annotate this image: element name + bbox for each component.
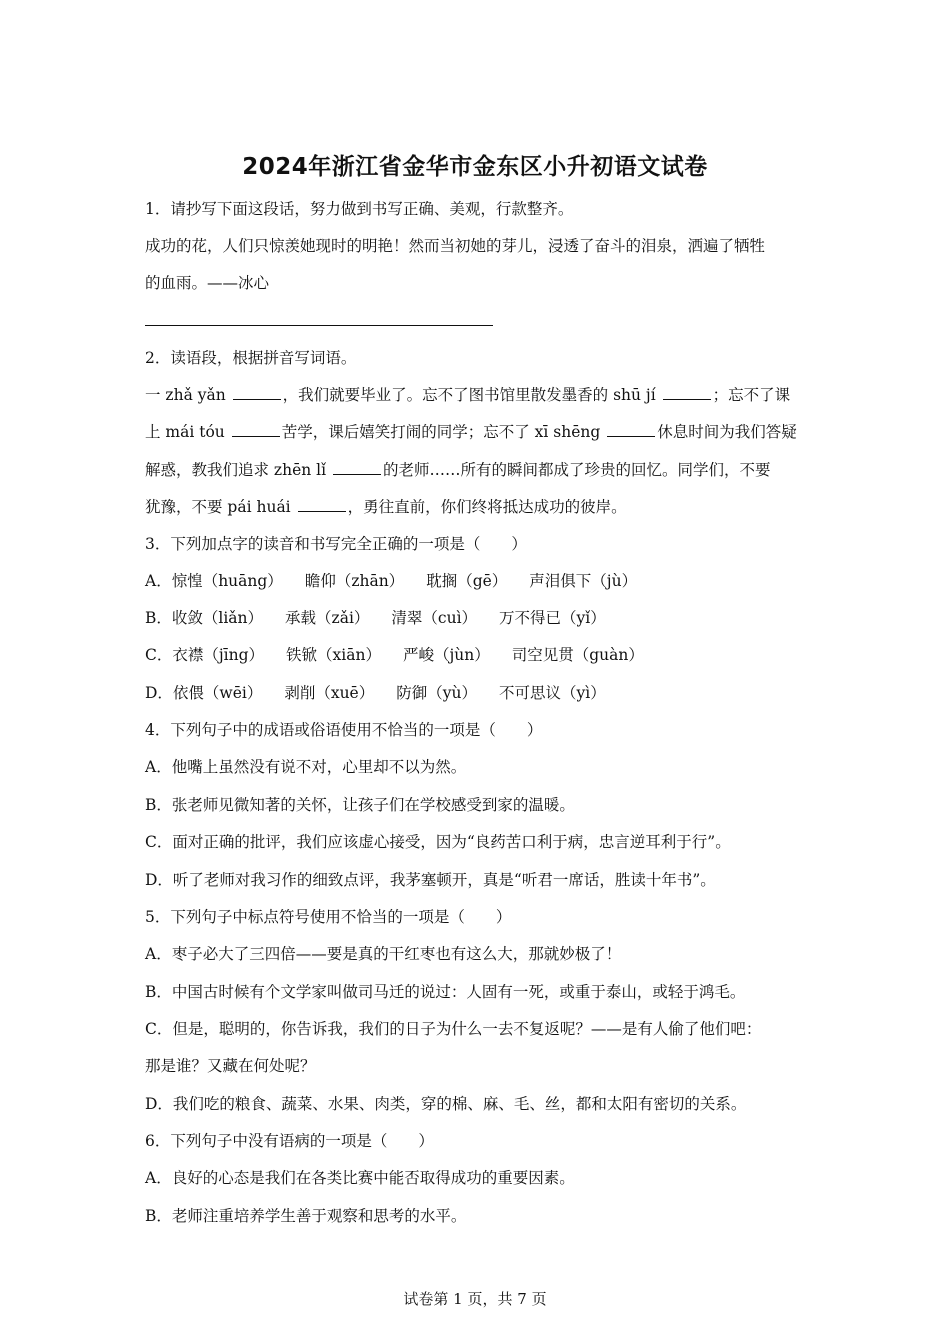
option-item: 严峻（jùn） bbox=[402, 646, 490, 664]
page-footer: 试卷第 1 页，共 7 页 bbox=[403, 1290, 547, 1308]
question-1-passage-line: 成功的花，人们只惊羡她现时的明艳！然而当初她的芽儿，浸透了奋斗的泪泉，洒遍了牺牲 bbox=[145, 237, 766, 255]
option-item: 铁锨（xiān） bbox=[286, 646, 381, 664]
question-5-option-a[interactable]: A．枣子必大了三四倍——要是真的干红枣也有这么大，那就妙极了！ bbox=[145, 945, 622, 963]
option-item: 瞻仰（zhān） bbox=[304, 572, 405, 590]
question-3-prompt: 3．下列加点字的读音和书写完全正确的一项是（ ） bbox=[145, 535, 527, 553]
option-item: 承载（zǎi） bbox=[285, 609, 370, 627]
question-5-option-b[interactable]: B．中国古时候有个文学家叫做司马迁的说过：人固有一死，或重于泰山，或轻于鸿毛。 bbox=[145, 983, 746, 1001]
text-segment: 的老师……所有的瞬间都成了珍贵的回忆。同学们，不要 bbox=[383, 461, 771, 479]
option-item: 防御（yù） bbox=[396, 684, 477, 702]
question-2-line bbox=[145, 422, 825, 442]
text-segment: 一 zhǎ yǎn bbox=[145, 386, 231, 404]
option-item: A．惊惶（huāng） bbox=[145, 572, 283, 590]
text-segment: 上 mái tóu bbox=[145, 423, 230, 441]
question-5-option-c-continued[interactable]: 那是谁？又藏在何处呢？ bbox=[145, 1057, 316, 1075]
question-4-option-c[interactable]: C．面对正确的批评，我们应该虚心接受，因为“良药苦口利于病，忠言逆耳利于行”。 bbox=[145, 833, 731, 851]
option-item: 耽搁（gē） bbox=[426, 572, 508, 590]
option-item: B．收敛（liǎn） bbox=[145, 609, 264, 627]
question-4-option-a[interactable]: A．他嘴上虽然没有说不对，心里却不以为然。 bbox=[145, 758, 467, 776]
option-item: 剥削（xuē） bbox=[284, 684, 375, 702]
answer-blank[interactable] bbox=[663, 385, 711, 400]
question-6-prompt: 6．下列句子中没有语病的一项是（ ） bbox=[145, 1132, 434, 1150]
question-6-option-a[interactable]: A．良好的心态是我们在各类比赛中能否取得成功的重要因素。 bbox=[145, 1169, 575, 1187]
option-item: 不可思议（yì） bbox=[498, 684, 606, 702]
page-title: 2024年浙江省金华市金东区小升初语文试卷 bbox=[242, 154, 708, 180]
option-item: D．依偎（wēi） bbox=[145, 684, 263, 702]
question-4-option-d[interactable]: D．听了老师对我习作的细致点评，我茅塞顿开，真是“听君一席话，胜读十年书”。 bbox=[145, 871, 716, 889]
question-5-option-d[interactable]: D．我们吃的粮食、蔬菜、水果、肉类，穿的棉、麻、毛、丝，都和太阳有密切的关系。 bbox=[145, 1095, 747, 1113]
question-3-option-a[interactable] bbox=[145, 571, 825, 591]
answer-blank[interactable] bbox=[607, 422, 655, 437]
question-2-line bbox=[145, 460, 825, 480]
question-1-prompt: 1．请抄写下面这段话，努力做到书写正确、美观，行款整齐。 bbox=[145, 200, 574, 218]
question-3-option-d[interactable] bbox=[145, 683, 825, 703]
question-2-line bbox=[145, 497, 825, 517]
question-2-line bbox=[145, 385, 825, 405]
question-5-prompt: 5．下列句子中标点符号使用不恰当的一项是（ ） bbox=[145, 908, 512, 926]
option-item: 万不得已（yǐ） bbox=[499, 609, 606, 627]
question-3-option-c[interactable] bbox=[145, 645, 825, 665]
answer-blank[interactable] bbox=[333, 460, 381, 475]
text-segment: 解惑，教我们追求 zhēn lǐ bbox=[145, 461, 332, 479]
text-segment: 休息时间为我们答疑 bbox=[657, 423, 797, 441]
text-segment: ，勇往直前，你们终将抵达成功的彼岸。 bbox=[347, 498, 627, 516]
option-item: 司空见贯（guàn） bbox=[511, 646, 644, 664]
text-segment: 苦学，课后嬉笑打闹的同学；忘不了 xī shēng bbox=[281, 423, 606, 441]
answer-blank[interactable] bbox=[298, 497, 346, 512]
option-item: 清翠（cuì） bbox=[391, 609, 478, 627]
copy-answer-line[interactable] bbox=[145, 325, 493, 326]
question-3-option-b[interactable] bbox=[145, 608, 825, 628]
question-5-option-c[interactable]: C．但是，聪明的，你告诉我，我们的日子为什么一去不复返呢？——是有人偷了他们吧： bbox=[145, 1020, 762, 1038]
answer-blank[interactable] bbox=[232, 422, 280, 437]
question-4-prompt: 4．下列句子中的成语或俗语使用不恰当的一项是（ ） bbox=[145, 721, 543, 739]
option-item: C．衣襟（jīng） bbox=[145, 646, 265, 664]
option-item: 声泪俱下（jù） bbox=[529, 572, 638, 590]
question-6-option-b[interactable]: B．老师注重培养学生善于观察和思考的水平。 bbox=[145, 1207, 467, 1225]
text-segment: 犹豫，不要 pái huái bbox=[145, 498, 296, 516]
text-segment: ，我们就要毕业了。忘不了图书馆里散发墨香的 shū jí bbox=[282, 386, 661, 404]
text-segment: ；忘不了课 bbox=[712, 386, 791, 404]
question-2-prompt: 2．读语段，根据拼音写词语。 bbox=[145, 349, 357, 367]
question-1-passage-line: 的血雨。——冰心 bbox=[145, 274, 270, 292]
answer-blank[interactable] bbox=[233, 385, 281, 400]
question-4-option-b[interactable]: B．张老师见微知著的关怀，让孩子们在学校感受到家的温暖。 bbox=[145, 796, 575, 814]
